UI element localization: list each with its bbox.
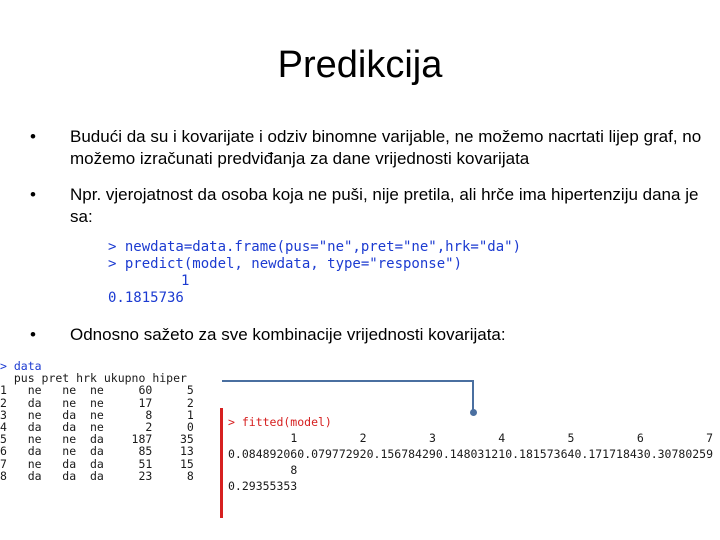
output-index-label: 1 — [181, 273, 190, 289]
fitted-value: 0.14803121 — [435, 447, 506, 461]
bullet-text: Budući da su i kovarijate i odziv binomne varijable, ne možemo nacrtati lijep graf, no možemo izračunati predviđanja za dane vrijednosti kovarijata — [70, 127, 702, 168]
bullet-text: Odnosno sažeto za sve kombinacije vrijednosti kovarijata: — [70, 325, 506, 344]
fitted-output — [228, 414, 713, 494]
code-line: > newdata=data.frame(pus="ne",pret="ne",hrk="da") — [108, 239, 522, 255]
fitted-value: 0.18157364 — [505, 447, 575, 461]
fitted-command: > fitted(model) — [228, 415, 332, 429]
bullet-text: Npr. vjerojatnost da osoba koja ne puši, nije pretila, ali hrče ima hipertenziju dana je sa: — [70, 185, 699, 226]
fitted-index: 4 — [498, 431, 506, 445]
table-header: pus pret hrk ukupno hiper — [0, 371, 187, 386]
output-value: 0.1815736 — [108, 290, 184, 306]
bullet-marker: • — [30, 185, 36, 204]
fitted-index: 2 — [359, 431, 367, 445]
table-row: 2 da ne ne 17 2 — [0, 395, 194, 410]
table-row: 4 da da ne 2 0 — [0, 420, 194, 435]
table-row: 5 ne ne da 187 35 — [0, 432, 194, 447]
fitted-index: 8 — [290, 463, 298, 477]
table-row: 6 da ne da 85 13 — [0, 444, 194, 459]
code-line: > predict(model, newdata, type="response") — [108, 256, 463, 272]
table-row: 7 ne da da 51 15 — [0, 456, 194, 471]
bullet-marker: • — [30, 127, 36, 146]
fitted-index: 6 — [636, 431, 644, 445]
fitted-values — [228, 446, 713, 462]
fitted-indices — [228, 430, 713, 446]
fitted-value: 0.17171843 — [574, 447, 644, 461]
bullet-marker: • — [30, 325, 36, 344]
fitted-value: 0.08489206 — [228, 447, 298, 461]
fitted-index: 1 — [290, 431, 298, 445]
fitted-index: 7 — [706, 431, 714, 445]
fitted-value: 0.15678429 — [366, 447, 436, 461]
fitted-index: 5 — [567, 431, 575, 445]
fitted-value: 0.07977292 — [297, 447, 367, 461]
fitted-value-8 — [228, 478, 713, 494]
table-row: 8 da da da 23 8 — [0, 468, 194, 483]
connector-line — [222, 380, 474, 412]
r-data-table — [0, 360, 194, 482]
output-index — [108, 273, 521, 290]
table-row: 1 ne ne ne 60 5 — [0, 383, 194, 398]
highlight-bar — [220, 408, 223, 518]
fitted-index-8 — [228, 462, 713, 478]
r-code-block — [108, 239, 521, 307]
fitted-index: 3 — [428, 431, 436, 445]
fitted-value: 0.30780259 — [643, 447, 714, 461]
fitted-value: 0.29355353 — [228, 479, 298, 493]
slide-title: Predikcija — [277, 44, 443, 86]
table-prompt: > data — [0, 359, 42, 373]
table-row: 3 ne da ne 8 1 — [0, 407, 194, 422]
